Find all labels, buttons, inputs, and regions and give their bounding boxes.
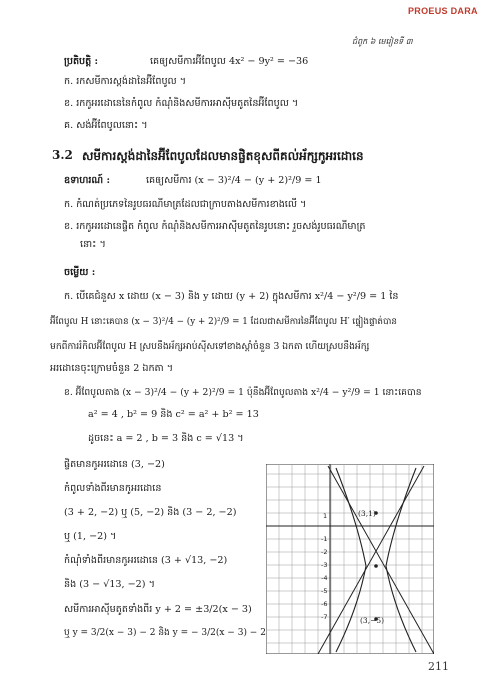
example-item: គ. សង់អ៊ីពែបូលនោះ ។ [64, 120, 148, 131]
hyperbola-graph [266, 464, 434, 654]
detail-line: (3 + 2, −2) ឬ (5, −2) និង (3 − 2, −2) [64, 507, 237, 518]
point-label: (3,−5) [360, 616, 385, 625]
solution-line: អរដោនេចុះក្រោមចំនួន 2 ឯកតា ។ [50, 363, 174, 374]
example2-statement: គេឲ្យសមីការ (x − 3)²/4 − (y + 2)²/9 = 1 [146, 175, 322, 186]
y-tick-label: -2 [321, 548, 328, 556]
example-statement: គេឲ្យសមីការអ៊ីពែបូល 4x² − 9y² = −36 [150, 56, 309, 67]
solution-label: ចម្លើយ : [64, 267, 96, 278]
y-tick-label: -7 [321, 613, 328, 621]
detail-line: ផ្ចិតមានកូអរដោនេ (3, −2) [64, 459, 165, 470]
example2-item: ក. កំណត់ប្រភេទនៃរូបធរណីមាត្រដែលជាក្រាបតាងសមីការខាងលើ ។ [64, 199, 307, 210]
detail-line: កំណុំទាំងពីរមានកូអរដោនេ (3 + √13, −2) [64, 555, 228, 566]
y-tick-label: -6 [321, 600, 328, 608]
example-item: ក. រកសមីការស្តង់ដានៃអ៊ីពែបូល ។ [64, 76, 187, 87]
brand-label: PROEUS DARA [408, 6, 478, 16]
solution-line: ក. បើគេជំនួស x ដោយ (x − 3) និង y ដោយ (y + 2) ក្នុងសមីការ x²/4 − y²/9 = 1 នៃ [64, 291, 399, 302]
y-tick-label: -4 [321, 574, 328, 582]
solution-line: ដូចនេះ a = 2 , b = 3 និង c = √13 ។ [88, 433, 244, 444]
solution-line: ខ. អ៊ីពែបូលតាង (x − 3)²/4 − (y + 2)²/9 = 1 ប៉ុនឹងអ៊ីពែបូលតាង x²/4 − y²/9 = 1 នោះគេបាន [64, 387, 422, 398]
y-tick-label: -1 [321, 535, 328, 543]
example-label: ប្រតិបត្តិ : [64, 56, 99, 67]
detail-line: កំពូលទាំងពីរមានកូអរដោនេ [64, 483, 162, 494]
solution-line: a² = 4 , b² = 9 និង c² = a² + b² = 13 [88, 409, 259, 420]
solution-line: មកពីការរំកិលអ៊ីពែបូល H ស្របនឹងអ័ក្សអាប់ស៊ីសទៅខាងស្តាំចំនួន 3 ឯកតា ហើយស្របនឹងអ័ក្ស [50, 341, 370, 352]
y-tick-label: -5 [321, 587, 328, 595]
page-number: 211 [428, 660, 449, 673]
center-point [374, 564, 378, 568]
example2-label: ឧទាហរណ៍ : [64, 175, 110, 186]
detail-line: ឬ y = 3/2(x − 3) − 2 និង y = − 3/2(x − 3) − 2 [64, 628, 266, 638]
detail-line: ឬ (1, −2) ។ [64, 531, 117, 542]
solution-line: អ៊ីពែបូល H នោះគេបាន (x − 3)²/4 − (y + 2)²/9 = 1 ដែលជាសមីការនៃអ៊ីពែបូល H′ ផ្ទៀងផ្ទាត់បាន [50, 317, 397, 327]
example-item: ខ. រកកូអរដោនេនៃកំពូល កំណុំនិងសមីការអាស៊ីមតូតនៃអ៊ីពែបូល ។ [64, 98, 299, 109]
detail-line: និង (3 − √13, −2) ។ [64, 579, 155, 590]
example2-item: នោះ ។ [80, 239, 106, 250]
detail-line: សមីការអាស៊ីមតូតទាំងពីរ y + 2 = ±3/2(x − 3) [64, 604, 252, 615]
example2-item: ខ. រកកូអរដោនេផ្ចិត កំពូល កំណុំនិងសមីការអាស៊ីមតូតនៃរូបនោះ រួចសង់រូបធរណីមាត្រ [64, 221, 366, 232]
point-label: (3,1) [358, 509, 376, 518]
y-tick-label: -3 [321, 561, 328, 569]
chapter-header: ជំពូក ៦ មេរៀនទី ៣ [352, 37, 413, 46]
section-number: 3.2 [52, 148, 73, 162]
y-tick-label: 1 [323, 512, 328, 520]
section-title: សមីការស្តង់ដានៃអ៊ីពែបូលដែលមានផ្ចិតខុសពីគល់អ័ក្សកូអរដោនេ [82, 149, 364, 163]
